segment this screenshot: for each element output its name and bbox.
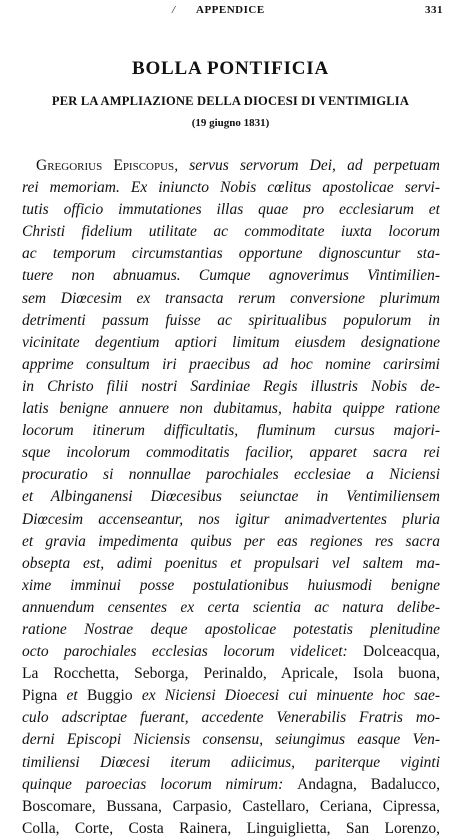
text-segment: procuratio si nonnullae parochiales ecclesiae a Niciensi xyxy=(22,466,440,484)
text-segment: Diœcesim accenseantur, nos igitur animadvertentes pluria xyxy=(22,510,440,528)
body-line xyxy=(22,354,440,376)
text-segment: locorum itinerum difficultatis, fluminum cursus majori- xyxy=(22,422,440,440)
body-line xyxy=(22,641,440,663)
text-segment: Gregorius Episcopus xyxy=(36,157,175,174)
body-line xyxy=(22,332,440,354)
running-head-section: APPENDICE xyxy=(196,4,265,16)
body-line xyxy=(22,729,440,751)
text-segment: culo adscriptae fuerant, accedente Venerabilis Fratris mo- xyxy=(22,709,440,727)
body-line xyxy=(22,376,440,398)
body-line xyxy=(22,818,440,840)
text-segment: , servus servorum Dei, ad perpetuam xyxy=(174,157,440,174)
text-segment: sem Diœcesim ex transacta rerum conversione plurimum xyxy=(22,289,440,307)
body-line xyxy=(22,553,440,575)
text-segment: ac temporum circumstantias opportune dignoscuntur sta- xyxy=(22,245,440,263)
text-segment: Colla, Corte, Costa Rainera, Linguiglietta, San Lorenzo, xyxy=(22,819,440,837)
body-line xyxy=(22,774,440,796)
body-line xyxy=(22,575,440,597)
text-segment: Buggio xyxy=(86,687,142,705)
text-segment: vicinitate degentium aptiori limitum eiusdem designatione xyxy=(22,333,440,351)
text-segment: in Christo filii nostri Sardiniae Regis illustris Nobis de- xyxy=(22,377,440,395)
text-segment: ratione Nostrae deque apostolicae potestatis plenitudine xyxy=(22,620,440,638)
body-line xyxy=(22,243,440,265)
text-segment: apprime consultum iri praecibus ad hoc nomine carirsimi xyxy=(22,355,440,373)
running-head xyxy=(20,4,443,22)
text-segment: detrimenti passum fuisse ac spiritualibus populorum in xyxy=(22,311,440,329)
body-line xyxy=(22,265,440,287)
text-segment: tutis officio immutationes illas quae pro ecclesiarum et xyxy=(22,201,440,219)
body-line xyxy=(22,663,440,685)
body-line xyxy=(22,597,440,619)
body-text xyxy=(22,155,440,840)
body-line xyxy=(22,420,440,442)
body-line xyxy=(22,155,440,177)
text-segment: sque incolorum commoditatis facilior, apparet sacra rei xyxy=(22,444,440,462)
body-line xyxy=(22,531,440,553)
body-line xyxy=(22,288,440,310)
body-line xyxy=(22,177,440,199)
text-segment: et Albinganensi Diœcesibus seiunctae in Ventimiliensem xyxy=(22,488,440,506)
running-head-mark: / xyxy=(172,4,176,16)
body-line xyxy=(22,707,440,729)
document-date: (19 giugno 1831) xyxy=(191,117,270,129)
text-segment: tuere non abnuamus. Cumque agnoverimus Vintimilien- xyxy=(22,267,440,285)
body-line xyxy=(22,685,440,707)
body-line xyxy=(22,486,440,508)
text-segment: et xyxy=(66,687,87,705)
document-title: BOLLA PONTIFICIA xyxy=(131,58,330,79)
text-segment: annuendum censentes ex certa scientia ac natura delibe- xyxy=(22,598,440,616)
body-line xyxy=(22,442,440,464)
text-segment: quinque paroecias locorum nimirum: xyxy=(22,775,298,793)
body-line xyxy=(22,796,440,818)
document-subtitle: PER LA AMPLIAZIONE DELLA DIOCESI DI VENTIMIGLIA xyxy=(51,94,410,108)
text-segment: Dolceacqua, xyxy=(362,643,440,661)
text-segment: et gravia impedimenta quibus per eas regiones res sacra xyxy=(22,532,440,550)
body-line xyxy=(22,752,440,774)
text-segment: xime imminui posse postulationibus huiusmodi benigne xyxy=(22,576,440,594)
page-number: 331 xyxy=(425,4,443,16)
text-segment: latis benigne annuere non dubitamus, habita quippe ratione xyxy=(22,400,440,418)
text-segment: ex Niciensi Dioecesi cui minuente hoc sae- xyxy=(141,687,440,705)
text-segment: octo parochiales ecclesias locorum videlicet: xyxy=(22,643,363,661)
text-segment: Andagna, Badalucco, xyxy=(297,775,440,793)
text-segment: La Rocchetta, Seborga, Perinaldo, Apricale, Isola buona, xyxy=(22,665,440,683)
body-line xyxy=(22,464,440,486)
text-segment: Boscomare, Bussana, Carpasio, Castellaro, Ceriana, Cipressa, xyxy=(22,797,440,815)
text-segment: obsepta est, adimi poenitus et propulsari vel saltem ma- xyxy=(22,554,440,572)
text-segment: derni Episcopi Niciensis consensu, seiungimus easque Ven- xyxy=(22,731,440,749)
body-line xyxy=(22,199,440,221)
body-line xyxy=(22,398,440,420)
text-segment: Christi fidelium utilitate ac commoditate iuxta locorum xyxy=(22,223,440,241)
body-line xyxy=(22,221,440,243)
text-segment: rei memoriam. Ex iniuncto Nobis cœlitus apostolicae servi- xyxy=(22,179,440,197)
text-segment: timiliensi Diœcesi iterum adiicimus, pariterque viginti xyxy=(22,753,440,771)
body-line xyxy=(22,310,440,332)
body-line xyxy=(22,509,440,531)
text-segment: Pigna xyxy=(22,687,67,705)
body-line xyxy=(22,619,440,641)
